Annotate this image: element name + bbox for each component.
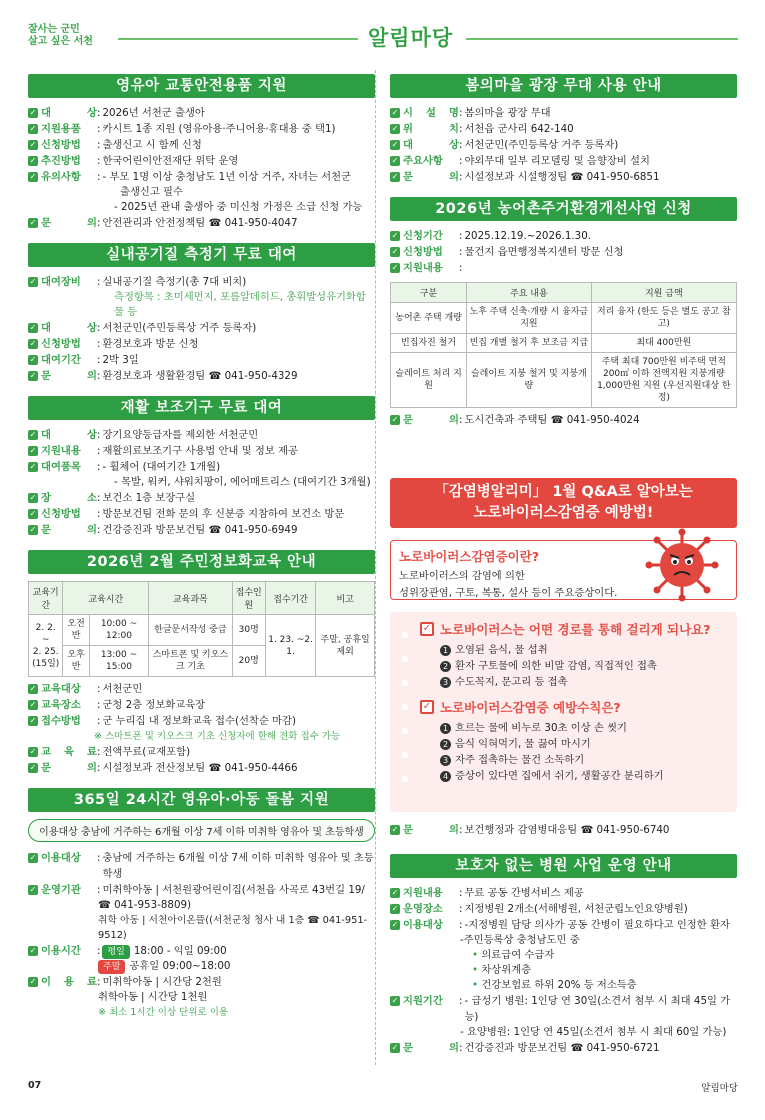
info-row: ✓ 접수방법 : 군 누리집 내 정보화교육 접수(선착순 마감) — [28, 713, 375, 729]
section-header: 재활 보조기구 무료 대여 — [28, 396, 375, 420]
care-section — [28, 788, 375, 1020]
bullet-icon: • — [472, 979, 482, 991]
fee-line: 취학아동 | 시간당 1천원 — [98, 991, 208, 1003]
list-item — [420, 736, 723, 752]
number-badge: 1 — [440, 645, 451, 656]
section-header: 보호자 없는 병원 사업 운영 안내 — [390, 854, 737, 878]
table-cell: 농어촌 주택 개량 — [391, 303, 467, 334]
check-icon: ✓ — [29, 885, 37, 894]
info-row: ✓ 유의사항 : - 부모 1명 이상 충청남도 1년 이상 거주, 자녀는 서천군 — [28, 169, 375, 185]
edu-section — [28, 550, 375, 776]
slogan-line2: 살고 싶은 서천 — [28, 36, 93, 47]
row-value: 건강증진과 방문보건팀 ☎ 041-950-6721 — [464, 1042, 660, 1054]
info-row: ✓ 문 의 : 시설정보과 시설행정팀 ☎ 041-950-6851 — [390, 169, 737, 185]
row-label: 이용대상 — [403, 919, 443, 931]
check-icon: ✓ — [29, 716, 37, 725]
section-header: 영유아 교통안전용품 지원 — [28, 74, 375, 98]
row-value: 환경보호과 생활환경팀 ☎ 041-950-4329 — [102, 370, 298, 382]
info-row: ✓ 대여장비 : 실내공기질 측정기(총 7대 비치) — [28, 274, 375, 290]
holiday-line — [28, 959, 375, 974]
row-value: 지정병원 2개소(서해병원, 서천군립노인요양병원) — [464, 903, 688, 915]
check-icon: ✓ — [391, 247, 399, 256]
check-icon: ✓ — [29, 509, 37, 518]
row-value: 건강증진과 방문보건팀 ☎ 041-950-6949 — [102, 524, 298, 536]
row-value: 2025.12.19.~2026.1.30. — [464, 230, 592, 242]
list-item-text: 환자 구토물에 의한 비말 감염, 직접적인 접촉 — [455, 660, 657, 672]
am-subject-cell: 한글문서작성 중급 — [149, 615, 232, 646]
weekday-badge: 평일 — [102, 945, 129, 959]
info-row: ✓ 이용대상 : -지정병원 담당 의사가 공동 간병이 필요하다고 인정한 환자 — [390, 917, 737, 933]
row-value: 야외무대 일부 리모델링 및 음향장비 설치 — [464, 155, 650, 167]
bullet-item — [390, 978, 737, 993]
rule-title-text: 노로바이러스감염증 예방수칙은? — [440, 700, 621, 715]
row-value: 출생신고 시 함께 신청 — [102, 139, 202, 151]
table-cell: 주택 최대 700만원 비주택 면적200㎡ 이하 전액지원 지붕개량 1,000만원 지원 (우선지원대상 한정) — [591, 353, 736, 408]
row-value: 서천군민(주민등록상 거주 등록자) — [464, 139, 619, 151]
info-row: ✓ 대 상 : 2026년 서천군 출생아 — [28, 105, 375, 121]
table-cell: 빈집 개별 철거 후 보조금 지급 — [467, 334, 592, 353]
period-row: ✓ 지원기간 : - 급성기 병원: 1인당 연 30일(소견서 첨부 시 최대 45일 가능) — [390, 993, 737, 1025]
info-row: ✓ 신청기간 : 2025.12.19.~2026.1.30. — [390, 228, 737, 244]
slogan-line1: 잘사는 군민 — [28, 24, 80, 35]
th-amount: 지원 금액 — [591, 283, 736, 303]
row-label: 신청방법 — [403, 246, 443, 258]
banner-line1: 「감염병알리미」 1월 Q&A로 알아보는 — [434, 484, 693, 500]
am-count-cell: 30명 — [232, 615, 265, 646]
list-item-text: 증상이 있다면 집에서 쉬기, 생활공간 분리하기 — [455, 770, 664, 782]
check-icon: ✓ — [29, 446, 37, 455]
section-header: 실내공기질 측정기 무료 대여 — [28, 243, 375, 267]
row-value: 미취학아동 | 서천원광어린이집(서천읍 사곡로 43번길 19/ — [102, 884, 365, 896]
row-value: 미취학아동 | 시간당 2천원 — [102, 976, 222, 988]
row-value: 서천읍 군사리 642-140 — [464, 123, 574, 135]
row-value: 한국어린이안전재단 위탁 운영 — [102, 155, 239, 167]
what-line: 노로바이러스의 감염에 의한 — [399, 570, 525, 582]
row-value: 보건행정과 감염병대응팀 ☎ 041-950-6740 — [464, 824, 670, 836]
number-badge: 3 — [440, 755, 451, 766]
bullet-item — [390, 963, 737, 978]
row-label: 교 육 료 — [41, 746, 97, 758]
row-value: 전액무료(교재포함) — [102, 746, 191, 758]
th-time: 교육시간 — [63, 582, 149, 615]
info-row: ✓ 대여품목 : - 휠체어 (대여기간 1개월) — [28, 459, 375, 475]
bullet-text: 차상위계층 — [481, 964, 532, 976]
route-title — [420, 620, 723, 638]
info-row: ✓ 운영기관 : 미취학아동 | 서천원광어린이집(서천읍 사곡로 43번길 19/ — [28, 882, 375, 898]
th-subject: 교육과목 — [149, 582, 232, 615]
row-label: 신청방법 — [41, 139, 81, 151]
section-title: 알림마당 — [368, 26, 454, 50]
section-header: 365일 24시간 영유아·아동 돌봄 지원 — [28, 788, 375, 812]
edu-table — [28, 581, 375, 677]
bullet-icon: • — [472, 964, 482, 976]
info-row: ✓ 문 의 : 건강증진과 방문보건팀 ☎ 041-950-6949 — [28, 522, 375, 538]
check-icon: ✓ — [391, 996, 399, 1005]
time-row: ✓ 이용시간 : 평일 18:00 - 익일 09:00 — [29, 945, 227, 957]
check-icon: ✓ — [29, 218, 37, 227]
list-item — [420, 674, 723, 690]
row-value: 군청 2층 정보화교육장 — [102, 699, 206, 711]
th-period: 교육기간 — [29, 582, 63, 615]
check-icon: ✓ — [391, 415, 399, 424]
row-label: 대 상 — [41, 107, 97, 119]
th-count: 접수인원 — [232, 582, 265, 615]
list-item — [420, 658, 723, 674]
check-icon: ✓ — [391, 1043, 399, 1052]
row-value: 장기요양등급자를 제외한 서천군민 — [102, 429, 259, 441]
table-cell: 저리 융자 (한도 등은 별도 공고 참고) — [591, 303, 736, 334]
contact-row: ✓ 문 의 : 도시건축과 주택팀 ☎ 041-950-4024 — [390, 412, 737, 428]
weekday-time: 18:00 - 익일 09:00 — [133, 945, 227, 957]
norovirus-banner — [390, 478, 737, 528]
check-icon: ✓ — [29, 493, 37, 502]
check-icon: ✓ — [29, 323, 37, 332]
row-label: 문 의 — [41, 217, 97, 229]
fee-note: ※ 최소 1시간 이상 단위로 이용 — [98, 1007, 229, 1018]
list-item-text: 오염된 음식, 물 섭취 — [455, 644, 548, 656]
reg-cell: 1. 23. ~2. 1. — [265, 615, 315, 677]
rehab-section — [28, 396, 375, 538]
list-item — [420, 752, 723, 768]
check-icon: ✓ — [391, 904, 399, 913]
school-line: 취학 아동 | 서천아이온뜰((서천군청 청사 내 1층 ☎ 041-951-9512) — [98, 915, 368, 941]
list-item-text: 음식 익혀먹기, 물 끓여 마시기 — [455, 738, 591, 750]
masthead — [28, 22, 738, 58]
note-line: - 목발, 워커, 샤워치팡이, 에어매트리스 (대여기간 3개월) — [114, 476, 371, 488]
number-badge: 2 — [440, 739, 451, 750]
check-icon: ✓ — [29, 763, 37, 772]
row-label: 위 치 — [403, 123, 459, 135]
check-icon: ✓ — [29, 355, 37, 364]
th-remark: 비고 — [316, 582, 375, 615]
check-icon: ✓ — [391, 888, 399, 897]
row-value — [464, 260, 737, 276]
check-icon: ✓ — [391, 156, 399, 165]
info-row: ✓ 주요사항 : 야외무대 일부 리모델링 및 음향장비 설치 — [390, 153, 737, 169]
number-badge: 2 — [440, 661, 451, 672]
row-value: 무료 공동 간병서비스 제공 — [464, 887, 584, 899]
section-header: 봄의마을 광장 무대 사용 안내 — [390, 74, 737, 98]
row-label: 지원기간 — [403, 995, 443, 1007]
list-item-text: 자주 접촉하는 물건 소독하기 — [455, 754, 585, 766]
row-value: 환경보호과 방문 신청 — [102, 338, 199, 350]
row-value: 서천군민 — [102, 683, 143, 695]
table-cell: 빈집자진 철거 — [391, 334, 467, 353]
table-row — [391, 353, 737, 408]
what-box — [390, 540, 737, 600]
row-label: 이용시간 — [41, 945, 81, 957]
row-value: 봄의마을 광장 무대 — [464, 107, 551, 119]
row-label: 장 소 — [41, 492, 97, 504]
contact-row: ✓ 문 의 : 안전관리과 안전정책팀 ☎ 041-950-4047 — [28, 215, 375, 231]
check-icon: ✓ — [29, 339, 37, 348]
info-row: ✓ 교육대상 : 서천군민 — [28, 681, 375, 697]
check-icon: ✓ — [29, 977, 37, 986]
row-label: 대 상 — [41, 429, 97, 441]
table-cell: 최대 400만원 — [591, 334, 736, 353]
info-row: ✓ 이용대상 : 충남에 거주하는 6개월 이상 7세 이하 미취학 영유아 및 초등학생 — [29, 852, 374, 880]
row-label: 주요사항 — [403, 155, 443, 167]
row-label: 시 설 명 — [403, 107, 459, 119]
virus-icon — [642, 525, 722, 605]
check-icon: ✓ — [29, 684, 37, 693]
check-icon: ✓ — [29, 156, 37, 165]
row-label: 지원내용 — [41, 445, 81, 457]
check-icon: ✓ — [29, 462, 37, 471]
what-line: 성위장관염, 구토, 복통, 설사 등이 주요증상이다. — [399, 587, 618, 599]
row-label: 문 의 — [403, 1042, 459, 1054]
row-value: 충남에 거주하는 6개월 이상 7세 이하 미취학 영유아 및 초등학생 — [102, 852, 374, 880]
row-value: 방문보건팀 전화 문의 후 신분증 지참하여 보건소 방문 — [102, 508, 345, 520]
row-label: 추진방법 — [41, 155, 81, 167]
list-item — [420, 768, 723, 784]
check-icon: ✓ — [29, 700, 37, 709]
fee-row: ✓ 이 용 료 : 미취학아동 | 시간당 2천원 — [28, 974, 375, 990]
row-value: 2026년 서천군 출생아 — [102, 107, 205, 119]
decor-dots — [402, 632, 408, 800]
right-column — [390, 74, 737, 440]
check-icon: ✓ — [29, 747, 37, 756]
row-label: 대 상 — [403, 139, 459, 151]
row-label: 문 의 — [41, 524, 97, 536]
row-value: - 급성기 병원: 1인당 연 30일(소견서 첨부 시 최대 45일 가능) — [464, 995, 731, 1023]
info-row: ✓ 지원내용 : — [390, 260, 737, 276]
info-row: ✓ 신청방법 : 물건지 읍면행정복지센터 방문 신청 — [390, 244, 737, 260]
check-icon: ✓ — [29, 277, 37, 286]
contact-row: ✓ 문 의 : 건강증진과 방문보건팀 ☎ 041-950-6721 — [390, 1040, 737, 1056]
row-value: 보건소 1층 보장구실 — [102, 492, 196, 504]
check-icon: ✓ — [29, 124, 37, 133]
norovirus-panel — [390, 478, 737, 1056]
info-row: ✓ 지원내용 : 재활의료보조기구 사용법 안내 및 정보 제공 — [28, 443, 375, 459]
housing-section — [390, 197, 737, 428]
row-value: 물건지 읍면행정복지센터 방문 신청 — [464, 246, 624, 258]
masthead-rule-right — [466, 38, 738, 40]
info-row: ✓ 위 치 : 서천읍 군사리 642-140 — [390, 121, 737, 137]
row-label: 지원용품 — [41, 123, 81, 135]
air-quality-section — [28, 243, 375, 384]
sub-line: -주민등록상 충청남도민 중 — [460, 934, 580, 946]
rule-title — [420, 698, 723, 716]
check-icon: ✓ — [29, 853, 37, 862]
pm-subject-cell: 스마트폰 및 키오스크 기초 — [149, 646, 232, 677]
row-label: 대 상 — [41, 322, 97, 334]
hospital-section — [390, 854, 737, 1056]
row-value: 실내공기질 측정기(총 7대 비치) — [102, 276, 247, 288]
check-icon: ✓ — [391, 172, 399, 181]
check-icon: ✓ — [29, 430, 37, 439]
bullet-text: 건강보험료 하위 20% 등 저소득층 — [481, 979, 637, 991]
page-number: 07 — [28, 1080, 42, 1091]
left-column — [28, 74, 375, 1032]
info-row: ✓ 교육장소 : 군청 2층 정보화교육장 — [28, 697, 375, 713]
row-value: - 부모 1명 이상 충청남도 1년 이상 거주, 자녀는 서천군 — [102, 171, 351, 183]
table-cell: 슬레이트 지붕 철거 및 지붕개량 — [467, 353, 592, 408]
number-badge: 1 — [440, 723, 451, 734]
row-value: - 휠체어 (대여기간 1개월) — [102, 461, 221, 473]
row-label: 문 의 — [41, 762, 97, 774]
row-label: 지원내용 — [403, 262, 443, 274]
pm-time-cell: 13:00 ~ 15:00 — [89, 646, 148, 677]
table-row — [391, 303, 737, 334]
check-icon: ✓ — [420, 700, 434, 714]
bullet-text: 의료급여 수급자 — [481, 949, 555, 961]
row-value: 서천군민(주민등록상 거주 등록자) — [102, 322, 257, 334]
table-cell: 슬레이트 처리 지원 — [391, 353, 467, 408]
info-row: ✓ 신청방법 : 출생신고 시 함께 신청 — [28, 137, 375, 153]
period-cell: 2. 2. ~ 2. 25. (15일) — [29, 615, 63, 677]
bullet-item — [390, 948, 737, 963]
row-label: 교육대상 — [41, 683, 81, 695]
number-badge: 4 — [440, 771, 451, 782]
info-row: ✓ 지원내용 : 무료 공동 간병서비스 제공 — [390, 885, 737, 901]
check-icon: ✓ — [391, 140, 399, 149]
column-divider — [375, 70, 376, 1065]
row-label: 지원내용 — [403, 887, 443, 899]
note-line: 측정항목 : 초미세먼지, 포름알데히드, 총휘발성유기화합물 등 — [114, 291, 366, 318]
row-label: 대여기간 — [41, 354, 81, 366]
row-label: 이 용 료 — [41, 976, 97, 988]
row-label: 신청기간 — [403, 230, 443, 242]
list-item-text: 수도꼭지, 문고리 등 접촉 — [455, 676, 568, 688]
section-header: 2026년 농어촌주거환경개선사업 신청 — [390, 197, 737, 221]
th-content: 주요 내용 — [467, 283, 592, 303]
list-item — [420, 642, 723, 658]
row-label: 문 의 — [403, 414, 459, 426]
info-row: ✓ 장 소 : 보건소 1층 보장구실 — [28, 490, 375, 506]
check-icon: ✓ — [391, 231, 399, 240]
th-reg: 접수기간 — [265, 582, 315, 615]
holiday-time: 공휴일 09:00~18:00 — [129, 960, 231, 972]
am-cell: 오전반 — [63, 615, 89, 646]
pm-count-cell: 20명 — [232, 646, 265, 677]
housing-table — [390, 282, 737, 408]
check-icon: ✓ — [29, 108, 37, 117]
stage-section — [390, 74, 737, 185]
info-row: ✓ 대여기간 : 2박 3일 — [28, 352, 375, 368]
info-row: ✓ 지원용품 : 카시트 1종 지원 (영유아용·주니어용·휴대용 중 택1) — [28, 121, 375, 137]
check-icon: ✓ — [391, 825, 399, 834]
notice-box: 이용대상 충남에 거주하는 6개월 이상 7세 이하 미취학 영유아 및 초등학생 — [28, 819, 375, 842]
row-value: 재활의료보조기구 사용법 안내 및 정보 제공 — [102, 445, 298, 457]
contact-row: ✓ 문 의 : 보건행정과 감염병대응팀 ☎ 041-950-6740 — [390, 822, 737, 838]
check-icon: ✓ — [391, 108, 399, 117]
row-value: 군 누리집 내 정보화교육 접수(선착순 마감) — [102, 715, 296, 727]
row-label: 신청방법 — [41, 338, 81, 350]
list-item — [420, 720, 723, 736]
note-line: 출생신고 필수 — [120, 186, 183, 198]
row-label: 교육장소 — [41, 699, 81, 711]
row-label: 유의사항 — [41, 171, 81, 183]
bullet-icon: • — [472, 949, 482, 961]
table-cell: 노후 주택 신축·개량 시 융자금 지원 — [467, 303, 592, 334]
check-icon: ✓ — [391, 263, 399, 272]
period-line: - 요양병원: 1인당 연 45일(소견서 첨부 시 최대 60일 가능) — [460, 1026, 727, 1038]
masthead-rule-left — [118, 38, 358, 40]
row-value: 시설정보과 시설행정팀 ☎ 041-950-6851 — [464, 171, 660, 183]
table-row — [391, 334, 737, 353]
am-time-cell: 10:00 ~ 12:00 — [89, 615, 148, 646]
info-row: ✓ 시 설 명 : 봄의마을 광장 무대 — [390, 105, 737, 121]
info-row: ✓ 추진방법 : 한국어린이안전재단 위탁 운영 — [28, 153, 375, 169]
info-row: ✓ 문 의 : 환경보호과 생활환경팀 ☎ 041-950-4329 — [28, 368, 375, 384]
row-label: 문 의 — [41, 370, 97, 382]
row-label: 이용대상 — [41, 852, 81, 864]
row-value: -지정병원 담당 의사가 공동 간병이 필요하다고 인정한 환자 — [464, 919, 730, 931]
footer-section: 알림마당 — [701, 1083, 738, 1094]
row-label: 문 의 — [403, 824, 459, 836]
row-label: 운영장소 — [403, 903, 443, 915]
check-icon: ✓ — [420, 622, 434, 636]
row-label: 운영기관 — [41, 884, 81, 896]
number-badge: 3 — [440, 677, 451, 688]
tel-line: ☎ 041-953-8809) — [98, 899, 192, 911]
info-row: ✓ 신청방법 : 방문보건팀 전화 문의 후 신분증 지참하여 보건소 방문 — [28, 506, 375, 522]
note-line: ※ 스마트폰 및 키오스크 기초 신청자에 한해 전화 접수 가능 — [94, 731, 341, 742]
info-row: ✓ 대 상 : 서천군민(주민등록상 거주 등록자) — [28, 320, 375, 336]
slogan — [28, 24, 93, 48]
info-row: ✓ 문 의 : 시설정보과 전산정보팀 ☎ 041-950-4466 — [28, 760, 375, 776]
check-icon: ✓ — [29, 946, 37, 955]
pm-cell: 오후반 — [63, 646, 89, 677]
info-row: ✓ 대 상 : 장기요양등급자를 제외한 서천군민 — [28, 427, 375, 443]
row-label: 신청방법 — [41, 508, 81, 520]
check-icon: ✓ — [391, 124, 399, 133]
list-item-text: 흐르는 물에 비누로 30초 이상 손 씻기 — [455, 722, 627, 734]
row-value: 도시건축과 주택팀 ☎ 041-950-4024 — [464, 414, 640, 426]
check-icon: ✓ — [29, 371, 37, 380]
row-value: 카시트 1종 지원 (영유아용·주니어용·휴대용 중 택1) — [102, 123, 336, 135]
holiday-badge: 주말 — [98, 960, 125, 974]
what-title: 노로바이러스감염증이란? — [399, 549, 540, 564]
info-row: ✓ 대 상 : 서천군민(주민등록상 거주 등록자) — [390, 137, 737, 153]
info-row: ✓ 교 육 료 : 전액무료(교재포함) — [28, 744, 375, 760]
row-value: 안전관리과 안전정책팀 ☎ 041-950-4047 — [102, 217, 298, 229]
row-label: 대여장비 — [41, 276, 81, 288]
check-icon: ✓ — [29, 525, 37, 534]
row-label: 대여품목 — [41, 461, 81, 473]
check-icon: ✓ — [29, 172, 37, 181]
check-icon: ✓ — [29, 140, 37, 149]
row-value: 2박 3일 — [102, 354, 139, 366]
note-line: - 2025년 관내 출생아 중 미신청 가정은 소급 신청 가능 — [114, 201, 363, 213]
remark-cell: 주말, 공휴일 제외 — [316, 615, 375, 677]
info-row: ✓ 신청방법 : 환경보호과 방문 신청 — [28, 336, 375, 352]
route-title-text: 노로바이러스는 어떤 경로를 통해 걸리게 되나요? — [440, 622, 711, 637]
qa-box — [390, 612, 737, 812]
row-label: 접수방법 — [41, 715, 81, 727]
banner-line2: 노로바이러스감염증 예방법! — [473, 505, 654, 521]
section-header: 2026년 2월 주민정보화교육 안내 — [28, 550, 375, 574]
row-label: 문 의 — [403, 171, 459, 183]
check-icon: ✓ — [391, 920, 399, 929]
th-type: 구분 — [391, 283, 467, 303]
row-value: 시설정보과 전산정보팀 ☎ 041-950-4466 — [102, 762, 298, 774]
info-row: ✓ 운영장소 : 지정병원 2개소(서해병원, 서천군립노인요양병원) — [390, 901, 737, 917]
baby-safety-section — [28, 74, 375, 231]
